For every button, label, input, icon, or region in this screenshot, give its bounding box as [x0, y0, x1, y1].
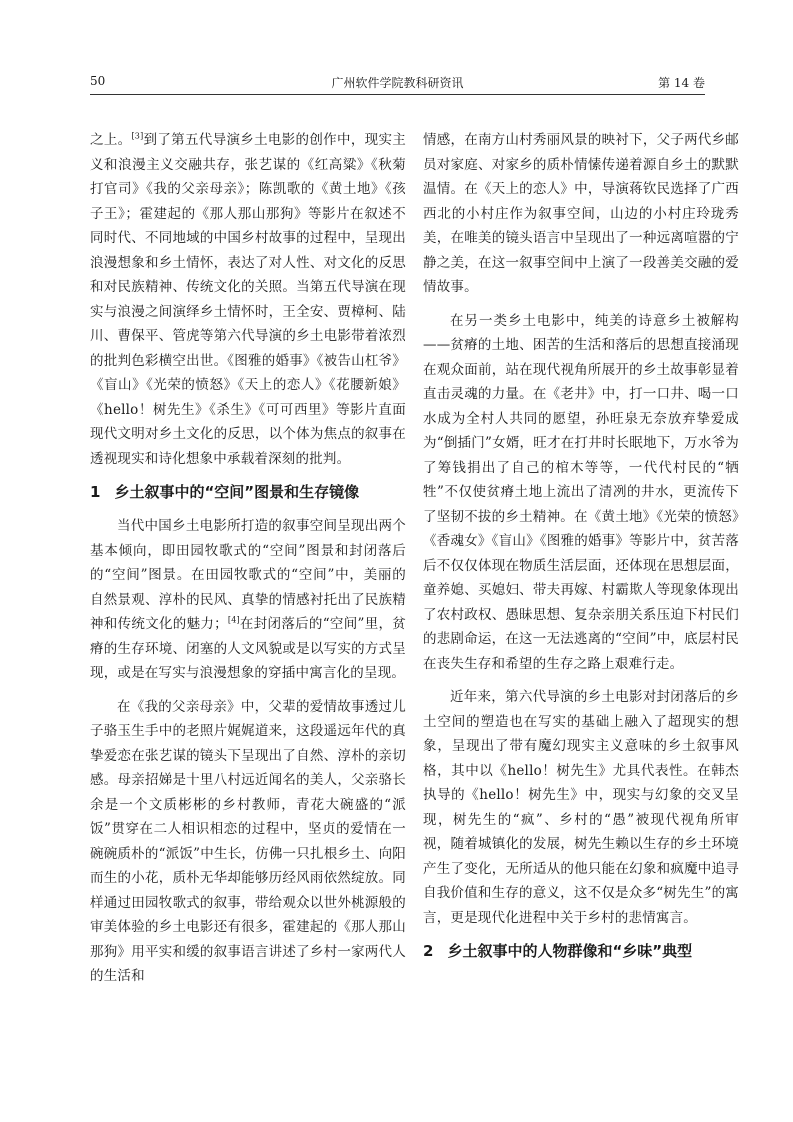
section-title: 乡土叙事中的“空间”图景和生存镜像: [114, 483, 360, 501]
citation-ref: [4]: [227, 615, 240, 625]
running-header: [90, 72, 705, 95]
section-title: 乡土叙事中的人物群像和“乡味”典型: [447, 942, 693, 960]
paragraph-text: 到了第五代导演乡土电影的创作中，现实主义和浪漫主义交融共存，张艺谋的《红高粱》《秋菊打官司》《我的父亲母亲》；陈凯歌的《黄土地》《孩子王》；霍建起的《那人那山那狗》等影片在叙述不同时代、不同地域的中国乡村故事的过程中，呈现出浪漫想象和乡土情怀，表达了对人性、对文化的反思和对民族精神、传统文化的关照。当第五代导演在现实与浪漫之间演绎乡土情怀时，王全安、贾樟柯、陆川、曹保平、管虎等第六代导演的乡土电影带着浓烈的批判色彩横空出世。《图雅的婚事》《被告山杠爷》《盲山》《光荣的愤怒》《天上的恋人》《花腰新娘》《hello！树先生》《杀生》《可可西里》等影片直面现代文明对乡土文化的反思，以个体为焦点的叙事在透视现实和诗化想象中承载着深刻的批判。: [90, 132, 406, 467]
right-column: [423, 128, 739, 973]
paragraph-text: 当代中国乡土电影所打造的叙事空间呈现出两个基本倾向，即田园牧歌式的“空间”图景和封闭落后的“空间”图景。在田园牧歌式的“空间”中，美丽的自然景观、淳朴的民风、真挚的情感衬托出了民族精神和传统文化的魅力；: [90, 518, 406, 632]
paragraph: 在另一类乡土电影中，纯美的诗意乡土被解构——贫瘠的土地、困苦的生活和落后的思想直接涌现在观众面前，站在现代视角所展开的乡土故事彰显着直击灵魂的力量。在《老井》中，打一口井、喝一口水成为全村人共同的愿望，孙旺泉无奈放弃挚爱成为“倒插门”女婿，旺才在打井时长眠地下，万水爷为了筹钱捐出了自己的棺木等等，一代代村民的“牺牲”不仅使贫瘠土地上流出了清冽的井水，更流传下了坚韧不拔的乡土精神。在《黄土地》《光荣的愤怒》《香魂女》《盲山》《图雅的婚事》等影片中，贫苦落后不仅仅体现在物质生活层面，还体现在思想层面，童养媳、买媳妇、带夫再嫁、村霸欺人等现象体现出了农村政权、愚昧思想、复杂亲朋关系压迫下村民们的悲剧命运，在这一无法逃离的“空间”中，底层村民在丧失生存和希望的生存之路上艰难行走。: [423, 312, 739, 672]
journal-title: 广州软件学院教科研资讯: [331, 76, 464, 90]
paragraph: [90, 128, 406, 471]
paragraph: [90, 514, 406, 686]
paragraph: 在《我的父亲母亲》中，父辈的爱情故事透过儿子骆玉生手中的老照片娓娓道来，这段遥远年代的真挚爱恋在张艺谋的镜头下呈现出了自然、淳朴的亲切感。母亲招娣是十里八村远近闻名的美人，父亲骆长余是一个文质彬彬的乡村教师，青花大碗盛的“派饭”贯穿在二人相识相恋的过程中，坚贞的爱情在一碗碗质朴的“派饭”中生长，仿佛一只扎根乡土、向阳而生的小花，质朴无华却能够历经风雨依然绽放。同样通过田园牧歌式的叙事，带给观众以世外桃源般的审美体验的乡土电影还有很多，霍建起的《那人那山那狗》用平实和缓的叙事语言讲述了乡村一家两代人的生活和: [90, 698, 406, 984]
section-heading-1: [90, 480, 406, 504]
section-number: 1: [90, 483, 101, 501]
page-number: 50: [90, 74, 106, 88]
section-heading-2: [423, 939, 739, 963]
paragraph: 近年来，第六代导演的乡土电影对封闭落后的乡土空间的塑造也在写实的基础上融入了超现实的想象，呈现出了带有魔幻现实主义意味的乡土叙事风格，其中以《hello！树先生》尤具代表性。在韩杰执导的《hello！树先生》中，现实与幻象的交叉呈现，树先生的“疯”、乡村的“愚”被现代视角所审视，随着城镇化的发展，树先生赖以生存的乡土环境产生了变化，无所适从的他只能在幻象和疯魔中追寻自我价值和生存的意义，这不仅是众多“树先生”的寓言，更是现代化进程中关于乡村的悲情寓言。: [423, 689, 739, 926]
paragraph-text: 在封闭落后的“空间”里，贫瘠的生存环境、闭塞的人文风貌或是以写实的方式呈现，或是在写实与浪漫想象的穿插中寓言化的呈现。: [90, 616, 407, 681]
citation-ref: [3]: [131, 131, 144, 141]
paragraph-text: 之上。: [90, 132, 132, 148]
section-number: 2: [423, 942, 434, 960]
left-column: [90, 128, 406, 998]
volume-label: 第 14 卷: [658, 76, 705, 90]
paragraph: 情感，在南方山村秀丽风景的映衬下，父子两代乡邮员对家庭、对家乡的质朴情愫传递着源自乡土的默默温情。在《天上的恋人》中，导演蒋钦民选择了广西西北的小村庄作为叙事空间，山边的小村庄玲珑秀美，在唯美的镜头语言中呈现出了一种远离喧嚣的宁静之美，在这一叙事空间中上演了一段善美交融的爱情故事。: [423, 132, 739, 295]
